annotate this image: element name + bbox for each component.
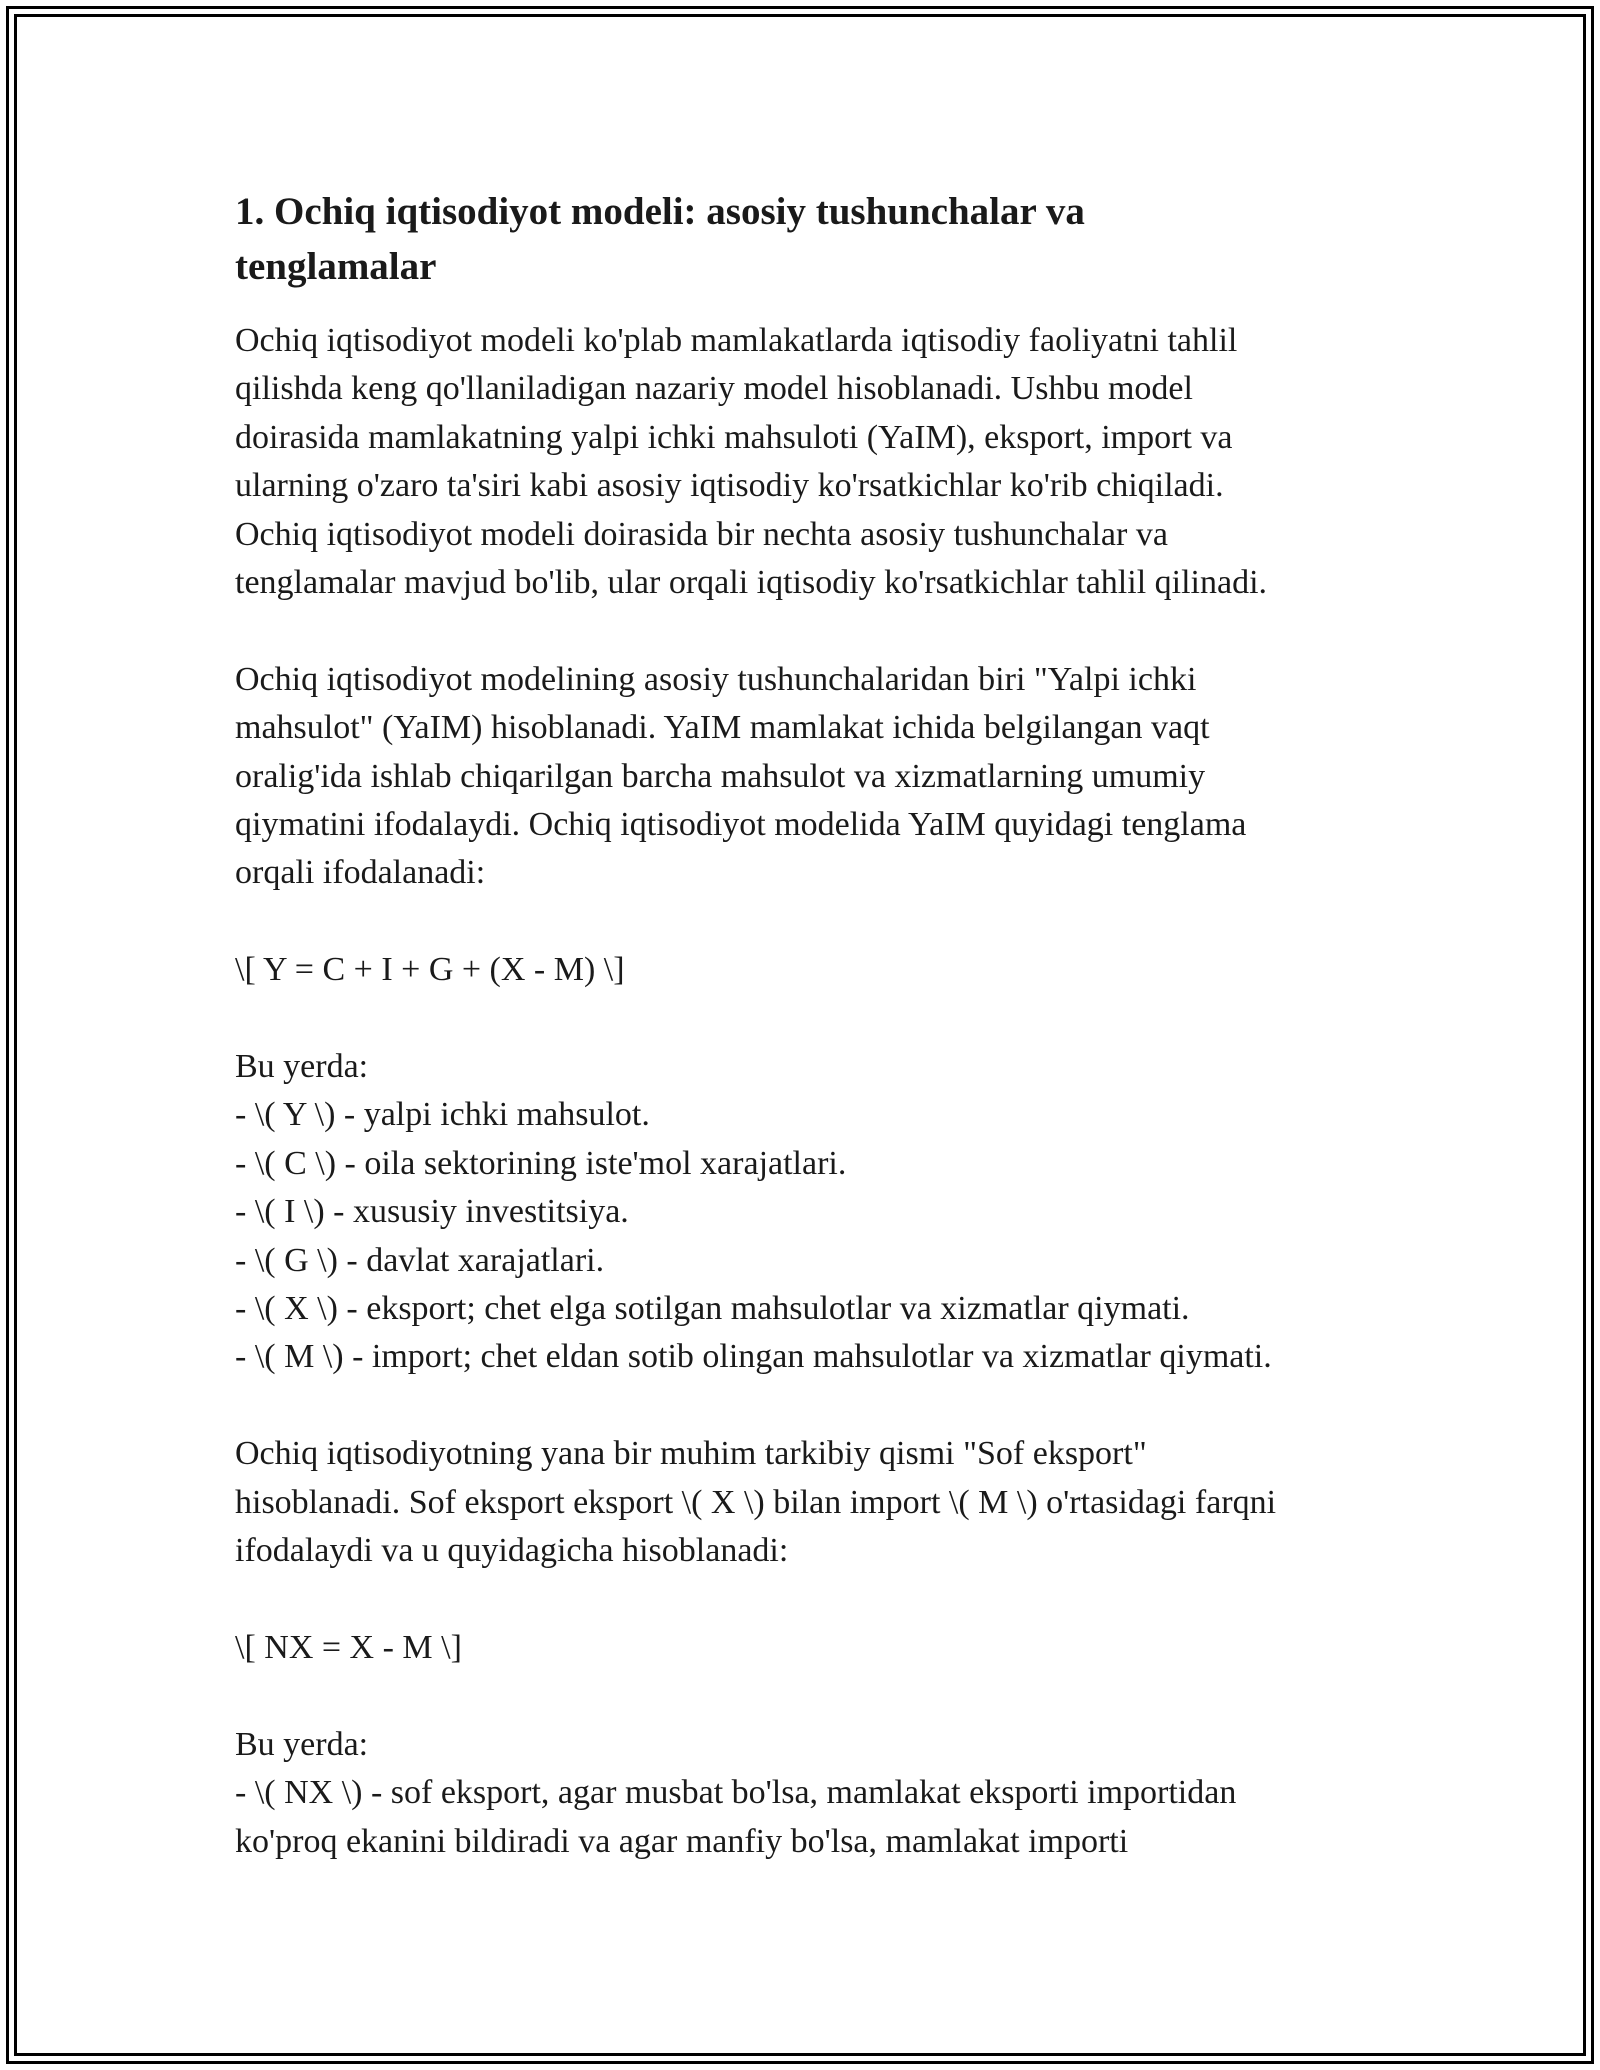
- text-line: qilishda keng qo'llaniladigan nazariy model hisoblanadi. Ushbu model: [235, 370, 1193, 408]
- list-intro: Bu yerda:: [235, 1725, 369, 1763]
- spacer: [235, 995, 1380, 1043]
- paragraph-intro: [235, 317, 1380, 607]
- equation-text: \[ NX = X - M \]: [235, 1628, 462, 1666]
- spacer: [235, 607, 1380, 655]
- paragraph-net-export: [235, 1430, 1380, 1575]
- list-item: ko'proq ekanini bildiradi va agar manfiy bo'lsa, mamlakat importi: [235, 1822, 1129, 1860]
- heading-line: tenglamalar: [235, 245, 437, 288]
- equation-net-export: [235, 1624, 1380, 1672]
- text-line: oralig'ida ishlab chiqarilgan barcha mahsulot va xizmatlarning umumiy: [235, 757, 1206, 795]
- list-item: - \( I \) - xususiy investitsiya.: [235, 1193, 629, 1231]
- equation-text: \[ Y = C + I + G + (X - M) \]: [235, 951, 625, 989]
- section-heading: [235, 184, 1380, 294]
- heading-line: 1. Ochiq iqtisodiyot modeli: asosiy tushunchalar va: [235, 190, 1085, 233]
- list-item: - \( Y \) - yalpi ichki mahsulot.: [235, 1096, 650, 1134]
- list-intro: Bu yerda:: [235, 1048, 369, 1086]
- text-line: doirasida mamlakatning yalpi ichki mahsuloti (YaIM), eksport, import va: [235, 418, 1233, 456]
- text-line: ularning o'zaro ta'siri kabi asosiy iqtisodiy ko'rsatkichlar ko'rib chiqiladi.: [235, 467, 1224, 505]
- text-line: Ochiq iqtisodiyot modelining asosiy tushunchalaridan biri "Yalpi ichki: [235, 660, 1197, 698]
- equation-gdp: [235, 946, 1380, 994]
- definitions-list-gdp: [235, 1043, 1380, 1382]
- spacer: [235, 1672, 1380, 1720]
- document-body: [235, 184, 1380, 1866]
- text-line: Ochiq iqtisodiyotning yana bir muhim tarkibiy qismi "Sof eksport": [235, 1435, 1147, 1473]
- text-line: mahsulot" (YaIM) hisoblanadi. YaIM mamlakat ichida belgilangan vaqt: [235, 709, 1210, 747]
- text-line: Ochiq iqtisodiyot modeli ko'plab mamlakatlarda iqtisodiy faoliyatni tahlil: [235, 322, 1238, 359]
- spacer: [235, 1576, 1380, 1624]
- text-line: ifodalaydi va u quyidagicha hisoblanadi:: [235, 1532, 789, 1570]
- text-line: tenglamalar mavjud bo'lib, ular orqali iqtisodiy ko'rsatkichlar tahlil qilinadi.: [235, 564, 1268, 602]
- spacer: [235, 1382, 1380, 1430]
- list-item: - \( X \) - eksport; chet elga sotilgan mahsulotlar va xizmatlar qiymati.: [235, 1290, 1190, 1328]
- list-item: - \( NX \) - sof eksport, agar musbat bo'lsa, mamlakat eksporti importidan: [235, 1774, 1237, 1812]
- text-line: hisoblanadi. Sof eksport eksport \( X \) bilan import \( M \) o'rtasidagi farqni: [235, 1483, 1277, 1521]
- list-item: - \( G \) - davlat xarajatlari.: [235, 1241, 605, 1279]
- text-line: orqali ifodalanadi:: [235, 854, 486, 892]
- spacer: [235, 898, 1380, 946]
- text-line: Ochiq iqtisodiyot modeli doirasida bir nechta asosiy tushunchalar va: [235, 515, 1168, 553]
- text-line: qiymatini ifodalaydi. Ochiq iqtisodiyot modelida YaIM quyidagi tenglama: [235, 806, 1247, 844]
- list-item: - \( M \) - import; chet eldan sotib olingan mahsulotlar va xizmatlar qiymati.: [235, 1338, 1272, 1376]
- list-item: - \( C \) - oila sektorining iste'mol xarajatlari.: [235, 1144, 847, 1182]
- definitions-list-net-export: [235, 1721, 1380, 1866]
- paragraph-gdp: [235, 656, 1380, 898]
